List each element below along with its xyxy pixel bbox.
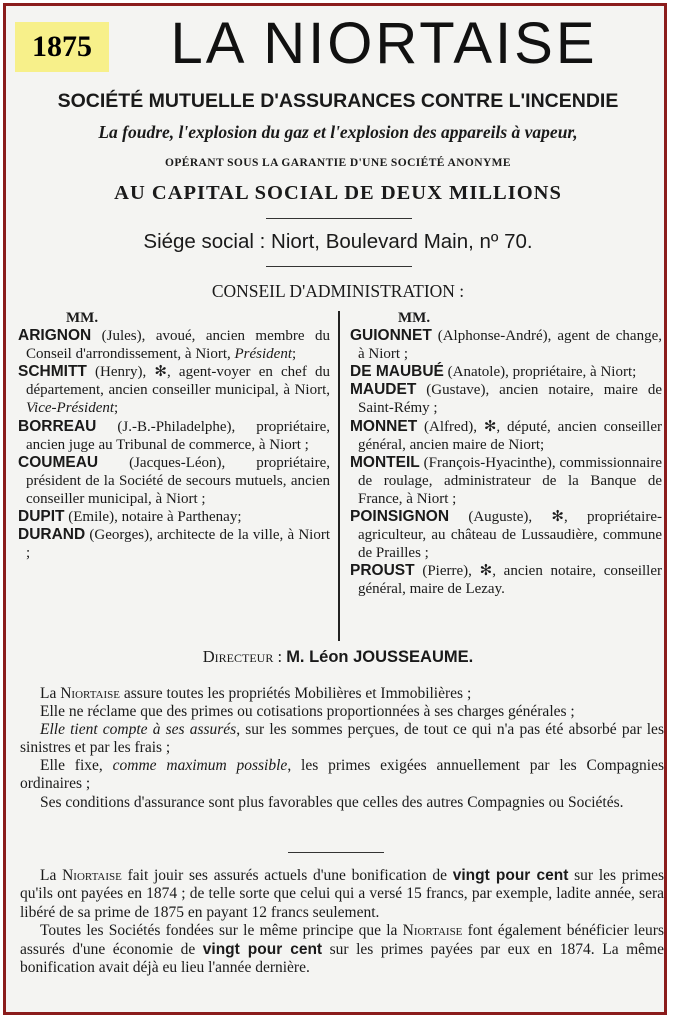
member-name: MONTEIL xyxy=(350,453,420,471)
member-details: (Emile), notaire à Parthenay; xyxy=(64,509,242,526)
text-run: sur les primes payées par eux en 1874. La même bonification avait déjà eu lieu l'année dernière. xyxy=(20,940,664,977)
member-entry xyxy=(18,327,330,363)
member-entry xyxy=(350,562,662,598)
member-entry xyxy=(350,363,662,381)
member-entry xyxy=(350,454,662,508)
member-entry xyxy=(18,363,330,417)
member-role: Président xyxy=(234,346,292,363)
highlight-text: vingt pour cent xyxy=(452,867,569,884)
advertisement-frame xyxy=(3,3,667,1015)
text-run: sur les primes qu'ils ont payées en 1874 ; de telle sorte que celui qui a versé 15 francs, par exemple, ladite année, sera libéré de sa prime de 1875 en payant 12 francs seulement. xyxy=(20,867,664,921)
member-name: SCHMITT xyxy=(18,363,87,381)
member-details: (Auguste), ✻, propriétaire-agriculteur, au château de Lussaudière, commune de Prailles ; xyxy=(358,509,662,562)
paragraph xyxy=(20,757,664,793)
paragraph: Ses conditions d'assurance sont plus favorables que celles des autres Compagnies ou Sociétés. xyxy=(40,793,624,811)
member-name: PROUST xyxy=(350,562,415,580)
headquarters-line: Siége social : Niort, Boulevard Main, nº 70. xyxy=(143,230,533,253)
brand-name: Niortaise xyxy=(62,867,122,884)
member-details: (Georges), architecte de la ville, à Niort ; xyxy=(26,527,330,562)
brand-name: Niortaise xyxy=(402,922,463,940)
paragraph xyxy=(20,685,664,703)
mm-label: MM. xyxy=(66,310,99,326)
paragraph xyxy=(20,922,664,977)
capital-line: AU CAPITAL SOCIAL DE DEUX MILLIONS xyxy=(114,182,562,204)
paragraph: Elle ne réclame que des primes ou cotisations proportionnées à ses charges générales ; xyxy=(40,703,575,721)
member-details: (Alphonse-André), agent de change, à Niort ; xyxy=(358,328,662,363)
mm-label: MM. xyxy=(398,310,431,326)
member-tail: ; xyxy=(114,400,119,417)
member-details: (Anatole), propriétaire, à Niort; xyxy=(443,364,637,381)
divider xyxy=(288,852,384,853)
member-details: (Henry), ✻, agent-voyer en chef du département, ancien conseiller municipal, à Niort, xyxy=(26,364,330,399)
member-name: ARIGNON xyxy=(18,327,92,345)
text-run: assure toutes les propriétés Mobilières et Immobilières ; xyxy=(120,685,472,702)
member-name: MONNET xyxy=(350,417,418,435)
member-details: (Jacques-Léon), propriétaire, président de la Société de secours mutuels, ancien conseiller municipal, à Niort ; xyxy=(26,454,330,507)
member-entry xyxy=(350,508,662,562)
council-left-column xyxy=(18,309,330,562)
member-details: (François-Hyacinthe), commissionnaire de roulage, administrateur de la Banque de France, à Niort ; xyxy=(358,454,662,507)
member-name: POINSIGNON xyxy=(350,508,450,526)
member-name: COUMEAU xyxy=(18,453,99,471)
member-tail: ; xyxy=(292,346,297,363)
member-role: Vice-Président xyxy=(26,400,115,417)
member-name: BORREAU xyxy=(18,417,97,435)
director-line xyxy=(14,646,662,668)
member-details: (Pierre), ✻, ancien notaire, conseiller général, maire de Lezay. xyxy=(358,563,662,598)
member-entry xyxy=(18,526,330,562)
member-details: (J.-B.-Philadelphe), propriétaire, ancien juge au Tribunal de commerce, à Niort ; xyxy=(26,418,330,453)
bonus-paragraphs xyxy=(20,867,664,977)
member-entry xyxy=(18,454,330,508)
divider xyxy=(266,266,412,267)
divider xyxy=(266,218,412,219)
member-details: (Alfred), ✻, député, ancien conseiller général, ancien maire de Niort; xyxy=(358,418,662,453)
council-heading: CONSEIL D'ADMINISTRATION : xyxy=(211,281,465,301)
council-right-column xyxy=(350,309,662,599)
text-run: Toutes les Sociétés fondées sur le même principe que la xyxy=(40,922,403,940)
member-details: (Jules), avoué, ancien membre du Conseil d'arrondissement, à Niort, xyxy=(26,328,330,363)
society-subtitle: SOCIÉTÉ MUTUELLE D'ASSURANCES CONTRE L'INCENDIE xyxy=(57,90,619,112)
year-badge: 1875 xyxy=(15,22,109,72)
page-title: LA NIORTAISE xyxy=(170,11,598,76)
paragraph xyxy=(20,721,664,757)
member-name: DUPIT xyxy=(18,508,65,526)
member-name: MAUDET xyxy=(350,381,417,399)
text-run: fait jouir ses assurés actuels d'une bonification de xyxy=(121,867,453,884)
member-entry xyxy=(350,418,662,454)
text-run: La xyxy=(40,867,63,884)
highlight-text: vingt pour cent xyxy=(202,940,323,958)
member-name: DURAND xyxy=(18,526,86,544)
paragraph xyxy=(20,867,664,922)
coverage-line: La foudre, l'explosion du gaz et l'explosion des appareils à vapeur, xyxy=(98,122,578,142)
brand-name: Niortaise xyxy=(60,685,120,702)
director-name: M. Léon JOUSSEAUME. xyxy=(286,648,474,666)
text-run: , les primes exigées annuellement par les Compagnies ordinaires ; xyxy=(20,757,664,793)
text-run: Elle fixe, xyxy=(40,757,113,775)
text-run: Elle tient compte à ses assurés xyxy=(40,721,237,739)
member-entry xyxy=(18,508,330,526)
text-run: , sur les sommes perçues, de tout ce qui n'a pas été absorbé par les sinistres et par les frais ; xyxy=(20,721,664,757)
column-divider xyxy=(338,311,340,641)
member-entry xyxy=(18,418,330,454)
member-entry xyxy=(350,381,662,417)
terms-paragraphs xyxy=(20,685,664,812)
member-name: GUIONNET xyxy=(350,327,432,345)
member-details: (Gustave), ancien notaire, maire de Saint-Rémy ; xyxy=(358,382,662,417)
director-label: Directeur : xyxy=(202,647,287,666)
member-name: DE MAUBUÉ xyxy=(350,363,444,381)
text-run: comme maximum possible xyxy=(112,757,288,775)
member-entry xyxy=(350,327,662,363)
text-run: font également bénéficier leurs assurés d'une économie de xyxy=(20,922,664,958)
text-run: La xyxy=(40,685,61,702)
guarantee-line: OPÉRANT SOUS LA GARANTIE D'UNE SOCIÉTÉ ANONYME xyxy=(165,157,511,169)
